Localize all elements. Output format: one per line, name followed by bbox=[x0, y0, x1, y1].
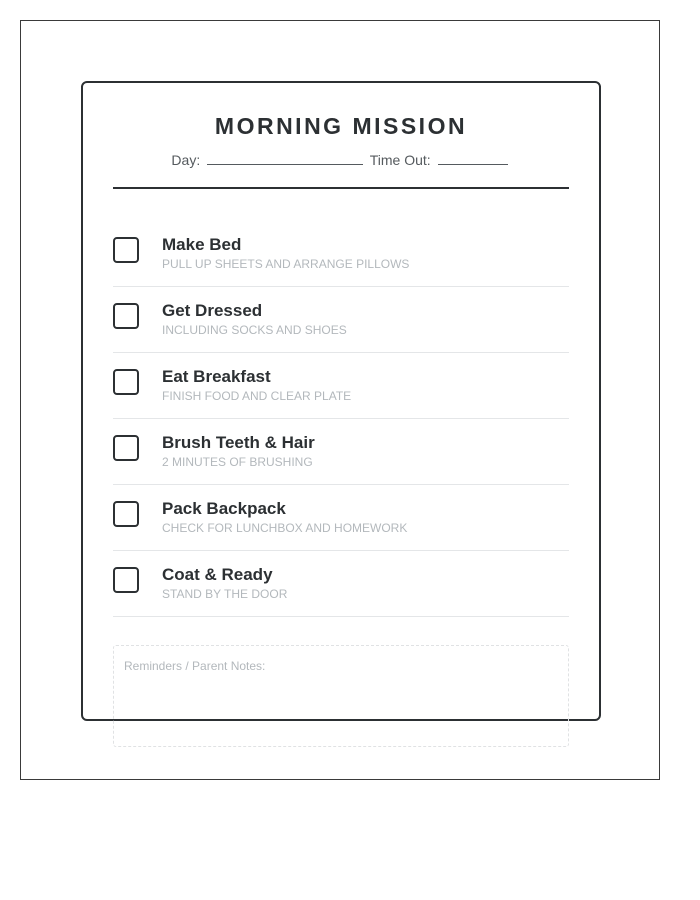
task-title: Pack Backpack bbox=[162, 499, 286, 518]
task-subtitle: 2 MINUTES OF BRUSHING bbox=[162, 455, 313, 469]
task-checkbox[interactable] bbox=[113, 303, 139, 329]
task-subtitle: FINISH FOOD AND CLEAR PLATE bbox=[162, 389, 352, 403]
task-checkbox[interactable] bbox=[113, 237, 139, 263]
task-item-coat-ready bbox=[113, 551, 569, 617]
task-item-pack-backpack bbox=[113, 485, 569, 551]
task-subtitle: INCLUDING SOCKS AND SHOES bbox=[162, 323, 347, 337]
task-item-eat-breakfast bbox=[113, 353, 569, 419]
task-title: Eat Breakfast bbox=[162, 367, 271, 386]
meta-line bbox=[83, 152, 599, 168]
time-out-label: Time Out: bbox=[369, 152, 431, 168]
header-divider bbox=[113, 187, 569, 189]
task-subtitle: CHECK FOR LUNCHBOX AND HOMEWORK bbox=[162, 521, 408, 535]
task-title: Coat & Ready bbox=[162, 565, 273, 584]
notes-label: Reminders / Parent Notes: bbox=[124, 659, 266, 673]
task-checkbox[interactable] bbox=[113, 369, 139, 395]
task-checkbox[interactable] bbox=[113, 567, 139, 593]
task-subtitle: PULL UP SHEETS AND ARRANGE PILLOWS bbox=[162, 257, 410, 271]
parent-notes-box[interactable] bbox=[113, 645, 569, 747]
task-title: Make Bed bbox=[162, 235, 242, 254]
checklist-card bbox=[81, 81, 601, 721]
time-out-blank-field[interactable] bbox=[438, 152, 508, 165]
page-title: MORNING MISSION bbox=[214, 113, 468, 139]
day-label: Day: bbox=[171, 152, 201, 168]
task-subtitle: STAND BY THE DOOR bbox=[162, 587, 288, 601]
task-checkbox[interactable] bbox=[113, 435, 139, 461]
task-item-get-dressed bbox=[113, 287, 569, 353]
task-title: Brush Teeth & Hair bbox=[162, 433, 315, 452]
task-title: Get Dressed bbox=[162, 301, 263, 320]
task-item-brush-teeth-hair bbox=[113, 419, 569, 485]
task-checkbox[interactable] bbox=[113, 501, 139, 527]
day-blank-field[interactable] bbox=[207, 152, 363, 165]
task-list bbox=[113, 221, 569, 617]
task-item-make-bed bbox=[113, 221, 569, 287]
